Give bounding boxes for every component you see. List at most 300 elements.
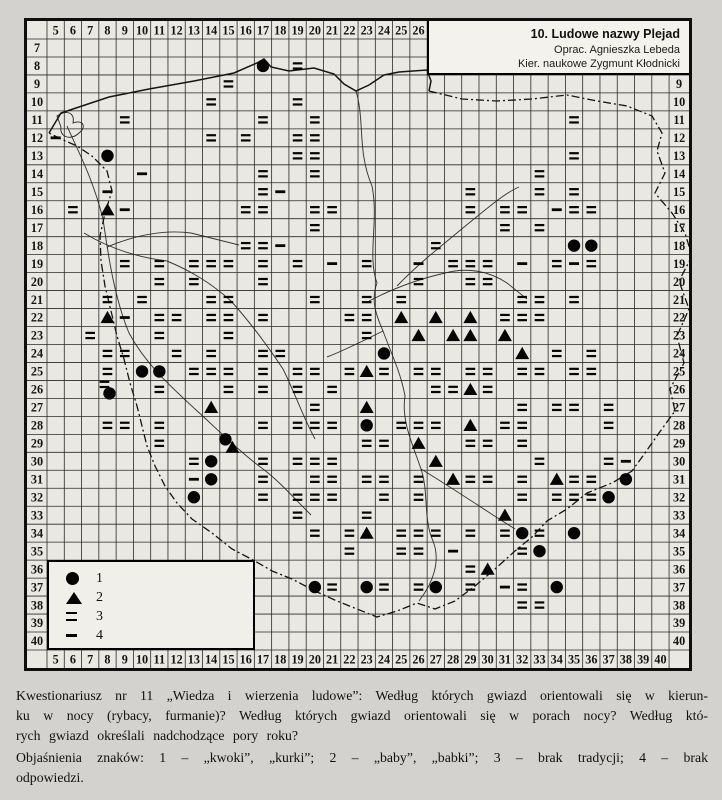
symbol-triangle (481, 563, 495, 575)
symbol-equals (189, 458, 199, 460)
svg-text:19: 19 (30, 256, 44, 271)
symbol-equals (587, 206, 597, 208)
symbol-triangle (463, 383, 477, 395)
symbol-circle (360, 419, 372, 431)
symbol-circle (101, 150, 113, 162)
symbol-equals (155, 391, 165, 393)
symbol-equals (327, 583, 337, 585)
symbol-equals (587, 350, 597, 352)
symbol-equals (327, 494, 337, 496)
symbol-equals (379, 368, 389, 370)
svg-text:30: 30 (481, 652, 494, 667)
symbol-equals (103, 350, 113, 352)
symbol-equals (310, 499, 320, 501)
symbol-triangle (446, 473, 460, 485)
svg-text:13: 13 (672, 149, 686, 164)
symbol-equals (189, 278, 199, 280)
svg-text:22: 22 (30, 310, 44, 325)
symbol-equals (258, 265, 268, 267)
symbol-equals (310, 175, 320, 177)
symbol-equals (517, 319, 527, 321)
symbol-equals (85, 337, 95, 339)
symbol-equals (155, 319, 165, 321)
symbol-equals (396, 427, 406, 429)
symbol-equals (310, 152, 320, 154)
svg-text:7: 7 (87, 23, 94, 38)
svg-text:21: 21 (30, 292, 44, 307)
symbol-equals (569, 404, 579, 406)
triangle-icon (66, 592, 96, 604)
symbol-equals (431, 247, 441, 249)
map-symbols (51, 60, 632, 609)
symbol-equals (258, 121, 268, 123)
svg-text:13: 13 (187, 23, 200, 38)
symbol-equals (137, 296, 147, 298)
equals-icon (66, 612, 96, 621)
symbol-equals (224, 368, 234, 370)
symbol-equals (258, 350, 268, 352)
symbol-equals (155, 332, 165, 334)
symbol-equals (310, 481, 320, 483)
symbol-equals (68, 206, 78, 208)
symbol-circle (309, 581, 321, 593)
symbol-equals (258, 391, 268, 393)
symbol-dash (517, 262, 527, 265)
symbol-equals (258, 499, 268, 501)
symbol-equals (155, 260, 165, 262)
symbol-equals (569, 121, 579, 123)
svg-text:7: 7 (87, 652, 94, 667)
symbol-equals (241, 211, 251, 213)
svg-text:7: 7 (33, 41, 41, 56)
svg-text:19: 19 (291, 23, 304, 38)
symbol-circle (430, 581, 442, 593)
symbol-equals (362, 260, 372, 262)
symbol-equals (327, 589, 337, 591)
symbol-equals (241, 247, 251, 249)
symbol-equals (414, 373, 424, 375)
symbol-equals (500, 535, 510, 537)
symbol-equals (310, 296, 320, 298)
svg-text:23: 23 (360, 652, 373, 667)
symbol-triangle (360, 401, 374, 413)
symbol-triangle (550, 473, 564, 485)
symbol-equals (535, 607, 545, 609)
symbol-equals (414, 547, 424, 549)
symbol-equals (535, 170, 545, 172)
symbol-equals (310, 211, 320, 213)
symbol-equals (172, 355, 182, 357)
symbol-equals (345, 319, 355, 321)
svg-text:26: 26 (412, 23, 425, 38)
svg-text:25: 25 (672, 364, 686, 379)
symbol-equals (293, 265, 303, 267)
symbol-equals (414, 476, 424, 478)
symbol-equals (431, 535, 441, 537)
symbol-equals (155, 445, 165, 447)
symbol-equals (172, 350, 182, 352)
symbol-equals (431, 427, 441, 429)
symbol-equals (414, 481, 424, 483)
symbol-equals (327, 481, 337, 483)
symbol-equals (120, 265, 130, 267)
svg-text:25: 25 (395, 652, 408, 667)
svg-text:38: 38 (672, 598, 686, 613)
symbol-circle (188, 491, 200, 503)
symbol-equals (396, 422, 406, 424)
symbol-triangle (498, 509, 512, 521)
svg-text:5: 5 (52, 23, 59, 38)
symbol-equals (604, 463, 614, 465)
symbol-circle (551, 581, 563, 593)
symbol-equals (258, 175, 268, 177)
symbol-equals (258, 188, 268, 190)
symbol-equals (206, 265, 216, 267)
symbol-equals (224, 391, 234, 393)
svg-text:40: 40 (30, 634, 44, 649)
svg-text:14: 14 (205, 23, 218, 38)
symbol-equals (379, 589, 389, 591)
symbol-equals (569, 368, 579, 370)
symbol-equals (293, 512, 303, 514)
symbol-equals (414, 535, 424, 537)
symbol-equals (327, 499, 337, 501)
symbol-equals (224, 260, 234, 262)
river-path (107, 232, 239, 247)
symbol-equals (293, 373, 303, 375)
symbol-dash (51, 136, 61, 139)
svg-text:19: 19 (291, 652, 304, 667)
symbol-equals (258, 170, 268, 172)
svg-text:32: 32 (672, 490, 686, 505)
symbol-equals (379, 481, 389, 483)
svg-text:27: 27 (672, 400, 686, 415)
symbol-triangle (515, 347, 529, 359)
symbol-equals (206, 373, 216, 375)
legend-item-dash (66, 626, 253, 645)
symbol-equals (103, 373, 113, 375)
symbol-circle (568, 239, 580, 251)
svg-text:12: 12 (672, 131, 686, 146)
symbol-dash (414, 262, 424, 265)
symbol-equals (258, 260, 268, 262)
svg-text:16: 16 (239, 23, 252, 38)
symbol-triangle (463, 311, 477, 323)
symbol-equals (466, 283, 476, 285)
symbol-dash (137, 172, 147, 175)
svg-text:35: 35 (30, 544, 44, 559)
symbol-equals (517, 553, 527, 555)
symbol-equals (327, 422, 337, 424)
caption-line: ku w nocy (rybacy, furmanie)? Według których gwiazd orientowali się w porach nocy? Według któ- (16, 707, 708, 723)
symbol-equals (310, 116, 320, 118)
svg-text:21: 21 (672, 292, 686, 307)
symbol-equals (483, 265, 493, 267)
symbol-equals (414, 494, 424, 496)
symbol-equals (85, 332, 95, 334)
symbol-equals (431, 242, 441, 244)
symbol-equals (535, 301, 545, 303)
symbol-equals (535, 319, 545, 321)
svg-text:20: 20 (308, 652, 321, 667)
symbol-equals (206, 139, 216, 141)
symbol-equals (206, 103, 216, 105)
svg-text:40: 40 (654, 652, 667, 667)
symbol-equals (517, 206, 527, 208)
symbol-equals (224, 314, 234, 316)
symbol-equals (345, 535, 355, 537)
symbol-equals (587, 481, 597, 483)
symbol-equals (552, 499, 562, 501)
svg-text:34: 34 (30, 526, 44, 541)
symbol-equals (535, 224, 545, 226)
symbol-equals (414, 583, 424, 585)
symbol-equals (310, 476, 320, 478)
symbol-circle (205, 455, 217, 467)
symbol-dash (448, 550, 458, 553)
symbol-equals (414, 368, 424, 370)
svg-text:28: 28 (30, 418, 44, 433)
symbol-equals (466, 188, 476, 190)
symbol-triangle (100, 203, 114, 215)
symbol-equals (103, 427, 113, 429)
symbol-equals (396, 547, 406, 549)
svg-text:38: 38 (619, 652, 632, 667)
symbol-equals (206, 296, 216, 298)
caption-line: Objaśnienia znaków: 1 – „kwoki”, „kurki”; 2 – „baby”, „babki”; 3 – brak tradycji; 4 – brak (16, 750, 708, 766)
symbol-equals (604, 404, 614, 406)
symbol-triangle (360, 527, 374, 539)
river-path (84, 233, 315, 439)
legend-box (47, 560, 255, 650)
symbol-equals (189, 368, 199, 370)
symbol-equals (552, 355, 562, 357)
symbol-triangle (412, 329, 426, 341)
symbol-equals (517, 373, 527, 375)
symbol-dash (327, 262, 337, 265)
symbol-equals (310, 121, 320, 123)
symbol-dash (120, 208, 130, 211)
symbol-equals (500, 427, 510, 429)
symbol-equals (466, 565, 476, 567)
symbol-equals (414, 553, 424, 555)
symbol-equals (535, 296, 545, 298)
symbol-equals (327, 463, 337, 465)
svg-text:36: 36 (672, 562, 686, 577)
symbol-equals (310, 170, 320, 172)
symbol-equals (362, 476, 372, 478)
symbol-equals (206, 355, 216, 357)
svg-text:11: 11 (31, 113, 43, 128)
symbol-equals (310, 463, 320, 465)
symbol-equals (172, 319, 182, 321)
svg-text:31: 31 (30, 472, 44, 487)
svg-text:9: 9 (33, 77, 41, 92)
symbol-equals (327, 427, 337, 429)
symbol-equals (327, 391, 337, 393)
symbol-equals (569, 499, 579, 501)
symbol-circle (602, 491, 614, 503)
caption (16, 686, 708, 788)
symbol-equals (535, 193, 545, 195)
symbol-equals (604, 427, 614, 429)
svg-text:32: 32 (516, 652, 529, 667)
symbol-equals (362, 265, 372, 267)
symbol-equals (206, 134, 216, 136)
symbol-equals (379, 476, 389, 478)
symbol-equals (103, 368, 113, 370)
symbol-equals (310, 139, 320, 141)
symbol-circle (516, 527, 528, 539)
symbol-equals (466, 211, 476, 213)
symbol-equals (569, 494, 579, 496)
map-title: 10. Ludowe nazwy Plejad (530, 27, 680, 41)
symbol-equals (362, 512, 372, 514)
symbol-equals (120, 355, 130, 357)
symbol-equals (466, 476, 476, 478)
symbol-dash (552, 208, 562, 211)
symbol-equals (310, 157, 320, 159)
symbol-equals (569, 157, 579, 159)
svg-text:37: 37 (602, 652, 615, 667)
svg-text:32: 32 (30, 490, 44, 505)
symbol-equals (293, 134, 303, 136)
svg-text:17: 17 (256, 652, 270, 667)
symbol-equals (258, 422, 268, 424)
symbol-equals (448, 260, 458, 262)
symbol-equals (448, 265, 458, 267)
symbol-equals (569, 296, 579, 298)
coastline (49, 59, 431, 133)
symbol-triangle (498, 329, 512, 341)
symbol-equals (258, 458, 268, 460)
symbol-dash (189, 478, 199, 481)
symbol-equals (569, 481, 579, 483)
svg-text:39: 39 (637, 652, 650, 667)
symbol-equals (258, 283, 268, 285)
svg-text:16: 16 (239, 652, 252, 667)
symbol-equals (362, 481, 372, 483)
symbol-equals (535, 188, 545, 190)
svg-text:17: 17 (256, 23, 270, 38)
symbol-equals (103, 422, 113, 424)
svg-text:30: 30 (672, 454, 686, 469)
symbol-equals (258, 373, 268, 375)
symbol-equals (587, 494, 597, 496)
symbol-equals (345, 553, 355, 555)
symbol-equals (569, 116, 579, 118)
svg-text:24: 24 (672, 346, 686, 361)
svg-text:8: 8 (33, 59, 41, 74)
symbol-equals (517, 404, 527, 406)
symbol-equals (500, 229, 510, 231)
symbol-equals (552, 494, 562, 496)
symbol-equals (258, 193, 268, 195)
symbol-equals (362, 301, 372, 303)
symbol-equals (206, 319, 216, 321)
symbol-circle (378, 347, 390, 359)
symbol-equals (362, 440, 372, 442)
svg-text:23: 23 (672, 328, 686, 343)
symbol-equals (466, 260, 476, 262)
symbol-equals (517, 296, 527, 298)
symbol-equals (258, 314, 268, 316)
symbol-dash (275, 244, 285, 247)
svg-text:26: 26 (672, 382, 686, 397)
symbol-equals (189, 373, 199, 375)
symbol-equals (172, 314, 182, 316)
caption-line: Kwestionariusz nr 11 „Wiedza i wierzenia ludowe”: Według których gwiazd orientowali się w kierun- (16, 688, 708, 703)
symbol-equals (362, 296, 372, 298)
legend-label: 3 (96, 608, 103, 624)
symbol-equals (483, 283, 493, 285)
svg-text:28: 28 (672, 418, 686, 433)
symbol-equals (155, 314, 165, 316)
symbol-equals (258, 247, 268, 249)
symbol-equals (258, 242, 268, 244)
symbol-equals (569, 373, 579, 375)
symbol-equals (258, 386, 268, 388)
symbol-equals (327, 206, 337, 208)
symbol-equals (206, 98, 216, 100)
symbol-equals (345, 373, 355, 375)
symbol-equals (587, 476, 597, 478)
symbol-equals (345, 314, 355, 316)
svg-text:11: 11 (153, 23, 166, 38)
symbol-equals (120, 121, 130, 123)
svg-text:36: 36 (585, 652, 598, 667)
symbol-equals (483, 386, 493, 388)
svg-text:39: 39 (30, 616, 44, 631)
svg-text:15: 15 (222, 23, 235, 38)
symbol-equals (293, 427, 303, 429)
svg-text:11: 11 (673, 113, 685, 128)
symbol-equals (466, 535, 476, 537)
symbol-equals (517, 547, 527, 549)
symbol-equals (587, 373, 597, 375)
symbol-equals (362, 445, 372, 447)
svg-text:8: 8 (104, 23, 111, 38)
symbol-equals (258, 494, 268, 496)
symbol-equals (535, 229, 545, 231)
symbol-equals (535, 314, 545, 316)
symbol-equals (155, 265, 165, 267)
symbol-equals (396, 296, 406, 298)
symbol-equals (224, 265, 234, 267)
symbol-equals (448, 391, 458, 393)
svg-text:6: 6 (69, 23, 76, 38)
symbol-equals (483, 391, 493, 393)
symbol-equals (483, 368, 493, 370)
svg-text:9: 9 (121, 652, 128, 667)
symbol-equals (206, 314, 216, 316)
symbol-equals (517, 314, 527, 316)
legend-item-equals (66, 607, 253, 626)
symbol-equals (379, 445, 389, 447)
symbol-equals (431, 422, 441, 424)
symbol-equals (396, 553, 406, 555)
symbol-equals (587, 499, 597, 501)
symbol-equals (362, 332, 372, 334)
symbol-equals (224, 337, 234, 339)
symbol-equals (414, 422, 424, 424)
caption-line: odpowiedzi. (16, 770, 84, 786)
symbol-equals (414, 529, 424, 531)
svg-text:17: 17 (30, 220, 44, 235)
symbol-equals (258, 463, 268, 465)
svg-text:20: 20 (30, 274, 44, 289)
svg-text:23: 23 (360, 23, 373, 38)
